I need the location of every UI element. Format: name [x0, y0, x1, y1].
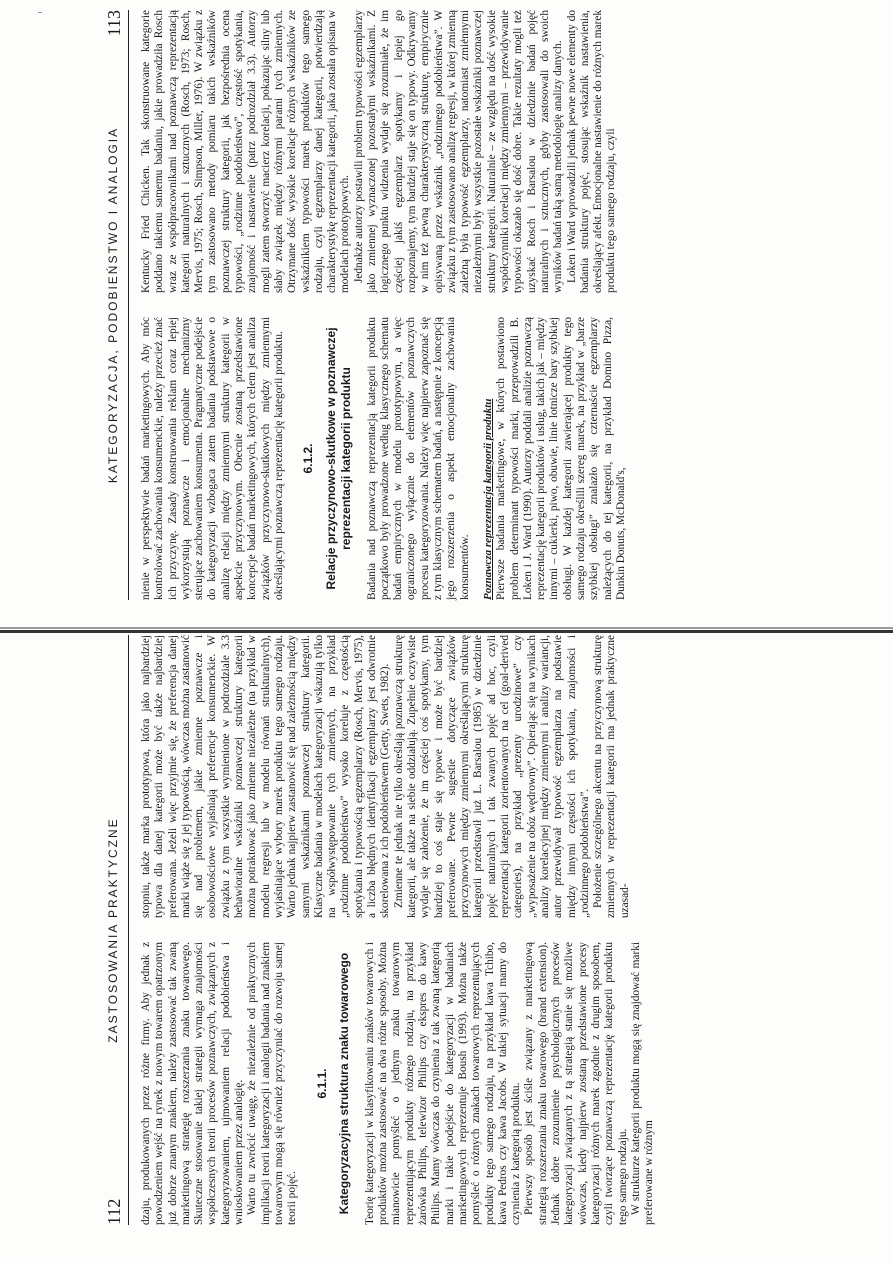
right-page [100, 10, 830, 600]
page-number: 113 [104, 10, 124, 37]
section-title: Relacje przyczynowo-skutkowe w poznawczej reprezentacji kategorii produktu [323, 327, 353, 590]
page-header [100, 635, 129, 1225]
paragraph: Warto tu zwrócić uwagę, że niezależnie od praktycznych implikacji teorii kategoryzacji i analogii badania nad znakiem towarowym mogą się również przyczyniać do rozwoju samej teorii pojęć. [246, 942, 299, 1225]
paragraph: Kentucky Fried Chicken. Tak skonstruowane kategorie poddano takiemu samemu badaniu, jakie prowadziła Rosch wraz ze współpracownikami nad poznawczą reprezentacją kategorii naturalnych i sztucznych (Rosch, 1973; Rosch, Mervis, 1975; Rosch, Simpson, Miller, 1976). W związku z tym zastosowano metody pomiaru takich wskaźników poznawczej struktury kategorii, jak bezpośrednia ocena typowości, „rodzinne podobieństwo”, częstość spotykania, znajomość i nastawienie (patrz podrozdział 3.3). Autorzy mogli zatem stworzyć macierz korelacji, pokazując silny lub słaby związek między różnymi parami tych zmiennych. Otrzymane dość wysokie korelacje różnych wskaźników ze wskaźnikiem typowości marek produktów tego samego rodzaju, czyli egzemplarzy danej kategorii, potwierdzają charakterystykę reprezentacji kategorii, jaka została opisana w modelach prototypowych. [140, 10, 352, 293]
paragraph: Zmienne te jednak nie tylko określają poznawczą strukturę kategorii, ale także na siebie oddziałują. Zupełnie oczywiste wydaje się założenie, że im częściej coś spotykamy, tym bardziej to coś staje się typowe i może być bardziej preferowane. Pewne sugestie dotyczące związków przyczynowych między zmiennymi określającymi strukturę kategorii przedstawił już L. Barsalou (1985) w dziedzinie pojęć naturalnych i tak zwanych pojęć ad hoc, czyli reprezentacji kategorii zorientowanych na cel (goal-derived categories), na przykład „prezenty urodzinowe” czy „wyposażenie na obóz wędrowny”. Opierając się na wynikach analizy korelacyjnej między zmiennymi i analizy wariancji, autor przewidywał typowość egzemplarza na podstawie między innymi częstości ich spotykania, znajomości i „rodzinnego podobieństwa”. [392, 635, 591, 918]
page-header [100, 10, 129, 600]
section-number: 6.1.2. [301, 443, 316, 474]
running-head: KATEGORYZACJA, PODOBIEŃSTWO I ANALOGIA [106, 126, 120, 484]
paragraph: Teorię kategoryzacji w klasyfikowaniu znaków towarowych i produktów można zastosować na dwa różne sposoby. Można mianowicie pomyśleć o jednym znaku towarowym reprezentującym produkty różnego rodzaju, na przykład żarówka Philips, telewizor Philips czy ekspres do kawy Philips. Mamy wówczas do czynienia z tak zwaną kategorią marki i takie podejście do kategoryzacji w badaniach marketingowych reprezentuje Boush (1993). Można także pomyśleć o różnych znakach towarowych reprezentujących produkty tego samego rodzaju, na przykład kawa Tchibo, kawa Pedros czy kawa Jacobs. W takiej sytuacji mamy do czynienia z kategorią produktu. [363, 942, 523, 1225]
scan-speck [38, 12, 42, 13]
paragraph: dzaju, produkowanych przez różne firmy. Aby jednak z powodzeniem wejść na rynek z nowym towarem opatrzonym już dobrze znanym znakiem, należy zastosować tak zwaną marketingową strategię rozszerzania znaku towarowego. Skuteczne stosowanie takiej strategii wymaga znajomości współczesnych teorii procesów poznawczych, związanych z kategoryzowaniem, ujmowaniem relacji podobieństwa i wnioskowaniem przez analogię. [140, 942, 246, 1225]
section-heading [316, 942, 352, 1225]
paragraph: Pierwszy sposób jest ściśle związany z marketingową strategią rozszerzania znaku towarowego (brand extension). Jednak dobre zrozumienie psychologicznych procesów kategoryzacji związanych z tą strategią stanie się możliwe wówczas, kiedy najpierw zostaną przedstawione procesy kategoryzacji różnych marek zgodnie z drugim sposobem, czyli tworzące poznawczą reprezentację kategorii produktu tego samego rodzaju. [523, 942, 629, 1225]
paragraph: Badania nad poznawczą reprezentacją kategorii produktu początkowo były prowadzone według klasycznego schematu badań empirycznych w modelu prototypowym, a więc ograniczonego wyłącznie do elementów poznawczych procesu kategoryzowania. Należy więc najpierw zapoznać się z tym klasycznym schematem badań, a następnie z koncepcją jego rozszerzenia o aspekt emocjonalny zachowania konsumentów. [365, 317, 471, 600]
subsection-heading: Poznawcza reprezentacja kategorii produktu [481, 398, 494, 600]
page-number: 112 [104, 1198, 124, 1225]
gutter-line [0, 630, 893, 633]
paragraph: Położenie szczególnego akcentu na przyczynową strukturę zmiennych w reprezentacji kategorii ma jednak praktyczne uzasad- [592, 635, 631, 918]
left-page [100, 635, 830, 1225]
section-title: Kategoryzacyjna struktura znaku towarowego [336, 952, 351, 1215]
text-column-2 [140, 10, 619, 293]
paragraph: W strukturze kategorii produktu mogą się znajdować marki preferowane w różnym [629, 942, 656, 1225]
text-column-1 [140, 317, 628, 600]
paragraph: nienie w perspektywie badań marketingowych. Aby móc kontrolować zachowania konsumenckie, należy przecież znać ich przyczynę. Zasady konstruowania reklam coraz lepiej wykorzystują poznawcze i emocjonalne mechanizmy sterujące zachowaniem konsumenta. Pragmatyczne podejście do kategoryzacji wzbogaca zatem badania podstawowe o analizę relacji między zmiennymi struktury kategorii w aspekcie przyczynowym. Obecnie zostaną przedstawione koncepcje badań marketingowych, których celem jest analiza związków przyczynowo-skutkowych między zmiennymi określającymi poznawczą reprezentację kategorii produktu. [140, 317, 285, 600]
running-head: ZASTOSOWANIA PRAKTYCZNE [106, 817, 120, 1043]
gutter-shadow [0, 627, 893, 629]
paragraph: Jednakże autorzy postawili problem typowości egzemplarzy jako zmiennej wyznaczonej pozostałymi wskaźnikami. Z logicznego punktu widzenia wydaje się zrozumiałe, że im częściej jakiś egzemplarz spotykamy i lepiej go rozpoznajemy, tym bardziej staje się on typowy. Odkrywamy w nim też pewną charakterystyczną strukturę, empirycznie opisywaną przez wskaźnik „rodzinnego podobieństwa”. W związku z tym zastosowano analizę regresji, w której zmienną zależną była typowość egzemplarzy, natomiast zmiennymi niezależnymi były wszystkie pozostałe wskaźniki poznawczej struktury kategorii. Naturalnie – ze względu na dość wysokie współczynniki korelacji między zmiennymi – przewidywanie typowości okazało się dość dobre. Takie rezultaty mogli też uzyskać Rosch i Barsalou w dziedzinie badań pojęć naturalnych i sztucznych, gdyby zastosowali do swoich wyników badań taką samą metodologię analizy danych. [352, 10, 565, 293]
paragraph: stopniu, także marka prototypowa, która jako najbardziej typowa dla danej kategorii może być także najbardziej preferowana. Jeżeli więc przyjmie się, że preferencja danej marki wiąże się z jej typowością, wówczas można zastanowić się nad problemem, jakie zmienne poznawcze i osobowościowe wyjaśniają preferencje konsumenckie. W związku z tym wszystkie wymienione w podrozdziale 3.3 behawioralne wskaźniki poznawczej struktury kategorii można potraktować jako zmienne niezależne (na przykład w modelu regresji lub w modelu równań strukturalnych), wyjaśniające wybory marek produktu tego samego rodzaju. Warto jednak najpierw zastanowić się nad zależnością między samymi wskaźnikami poznawczej struktury kategorii. Klasyczne badania w modelach kategoryzacji wskazują tylko na współwystępowanie tych zmiennych, na przykład „rodzinne podobieństwo” wysoko koreluje z częstością spotykania i typowością egzemplarzy (Rosch, Mervis, 1975), a liczba błędnych identyfikacji egzemplarzy jest odwrotnie skorelowana z ich podobieństwem (Getty, Swets, 1982). [140, 635, 392, 918]
paragraph: Pierwsze badania marketingowe, w których postawiono problem determinant typowości marki, przeprowadzili B. Loken i J. Ward (1990). Autorzy poddali analizie poznawczą reprezentację kategorii produktów i usług, takich jak – między innymi – cukierki, piwo, obuwie, linie lotnicze bary szybkiej obsługi. W każdej kategorii zawierającej produkty tego samego rodzaju określili szereg marek, na przykład w „barze szybkiej obsługi” znalazło się czternaście egzemplarzy należących do tej kategorii, na przykład Domino Pizza, Dunkin Donuts, McDonald's, [495, 317, 627, 600]
section-heading [302, 317, 353, 600]
paragraph: Loken i Ward wprowadzili jednak pewne nowe elementy do badania struktury pojęć, stosując wskaźnik nastawienia, określający afekt. Emocjonalne nastawienie do różnych marek produktu tego samego rodzaju, czyli [565, 10, 618, 293]
text-column-2 [140, 635, 632, 918]
section-number: 6.1.1. [314, 1068, 329, 1099]
text-column-1 [140, 942, 656, 1225]
